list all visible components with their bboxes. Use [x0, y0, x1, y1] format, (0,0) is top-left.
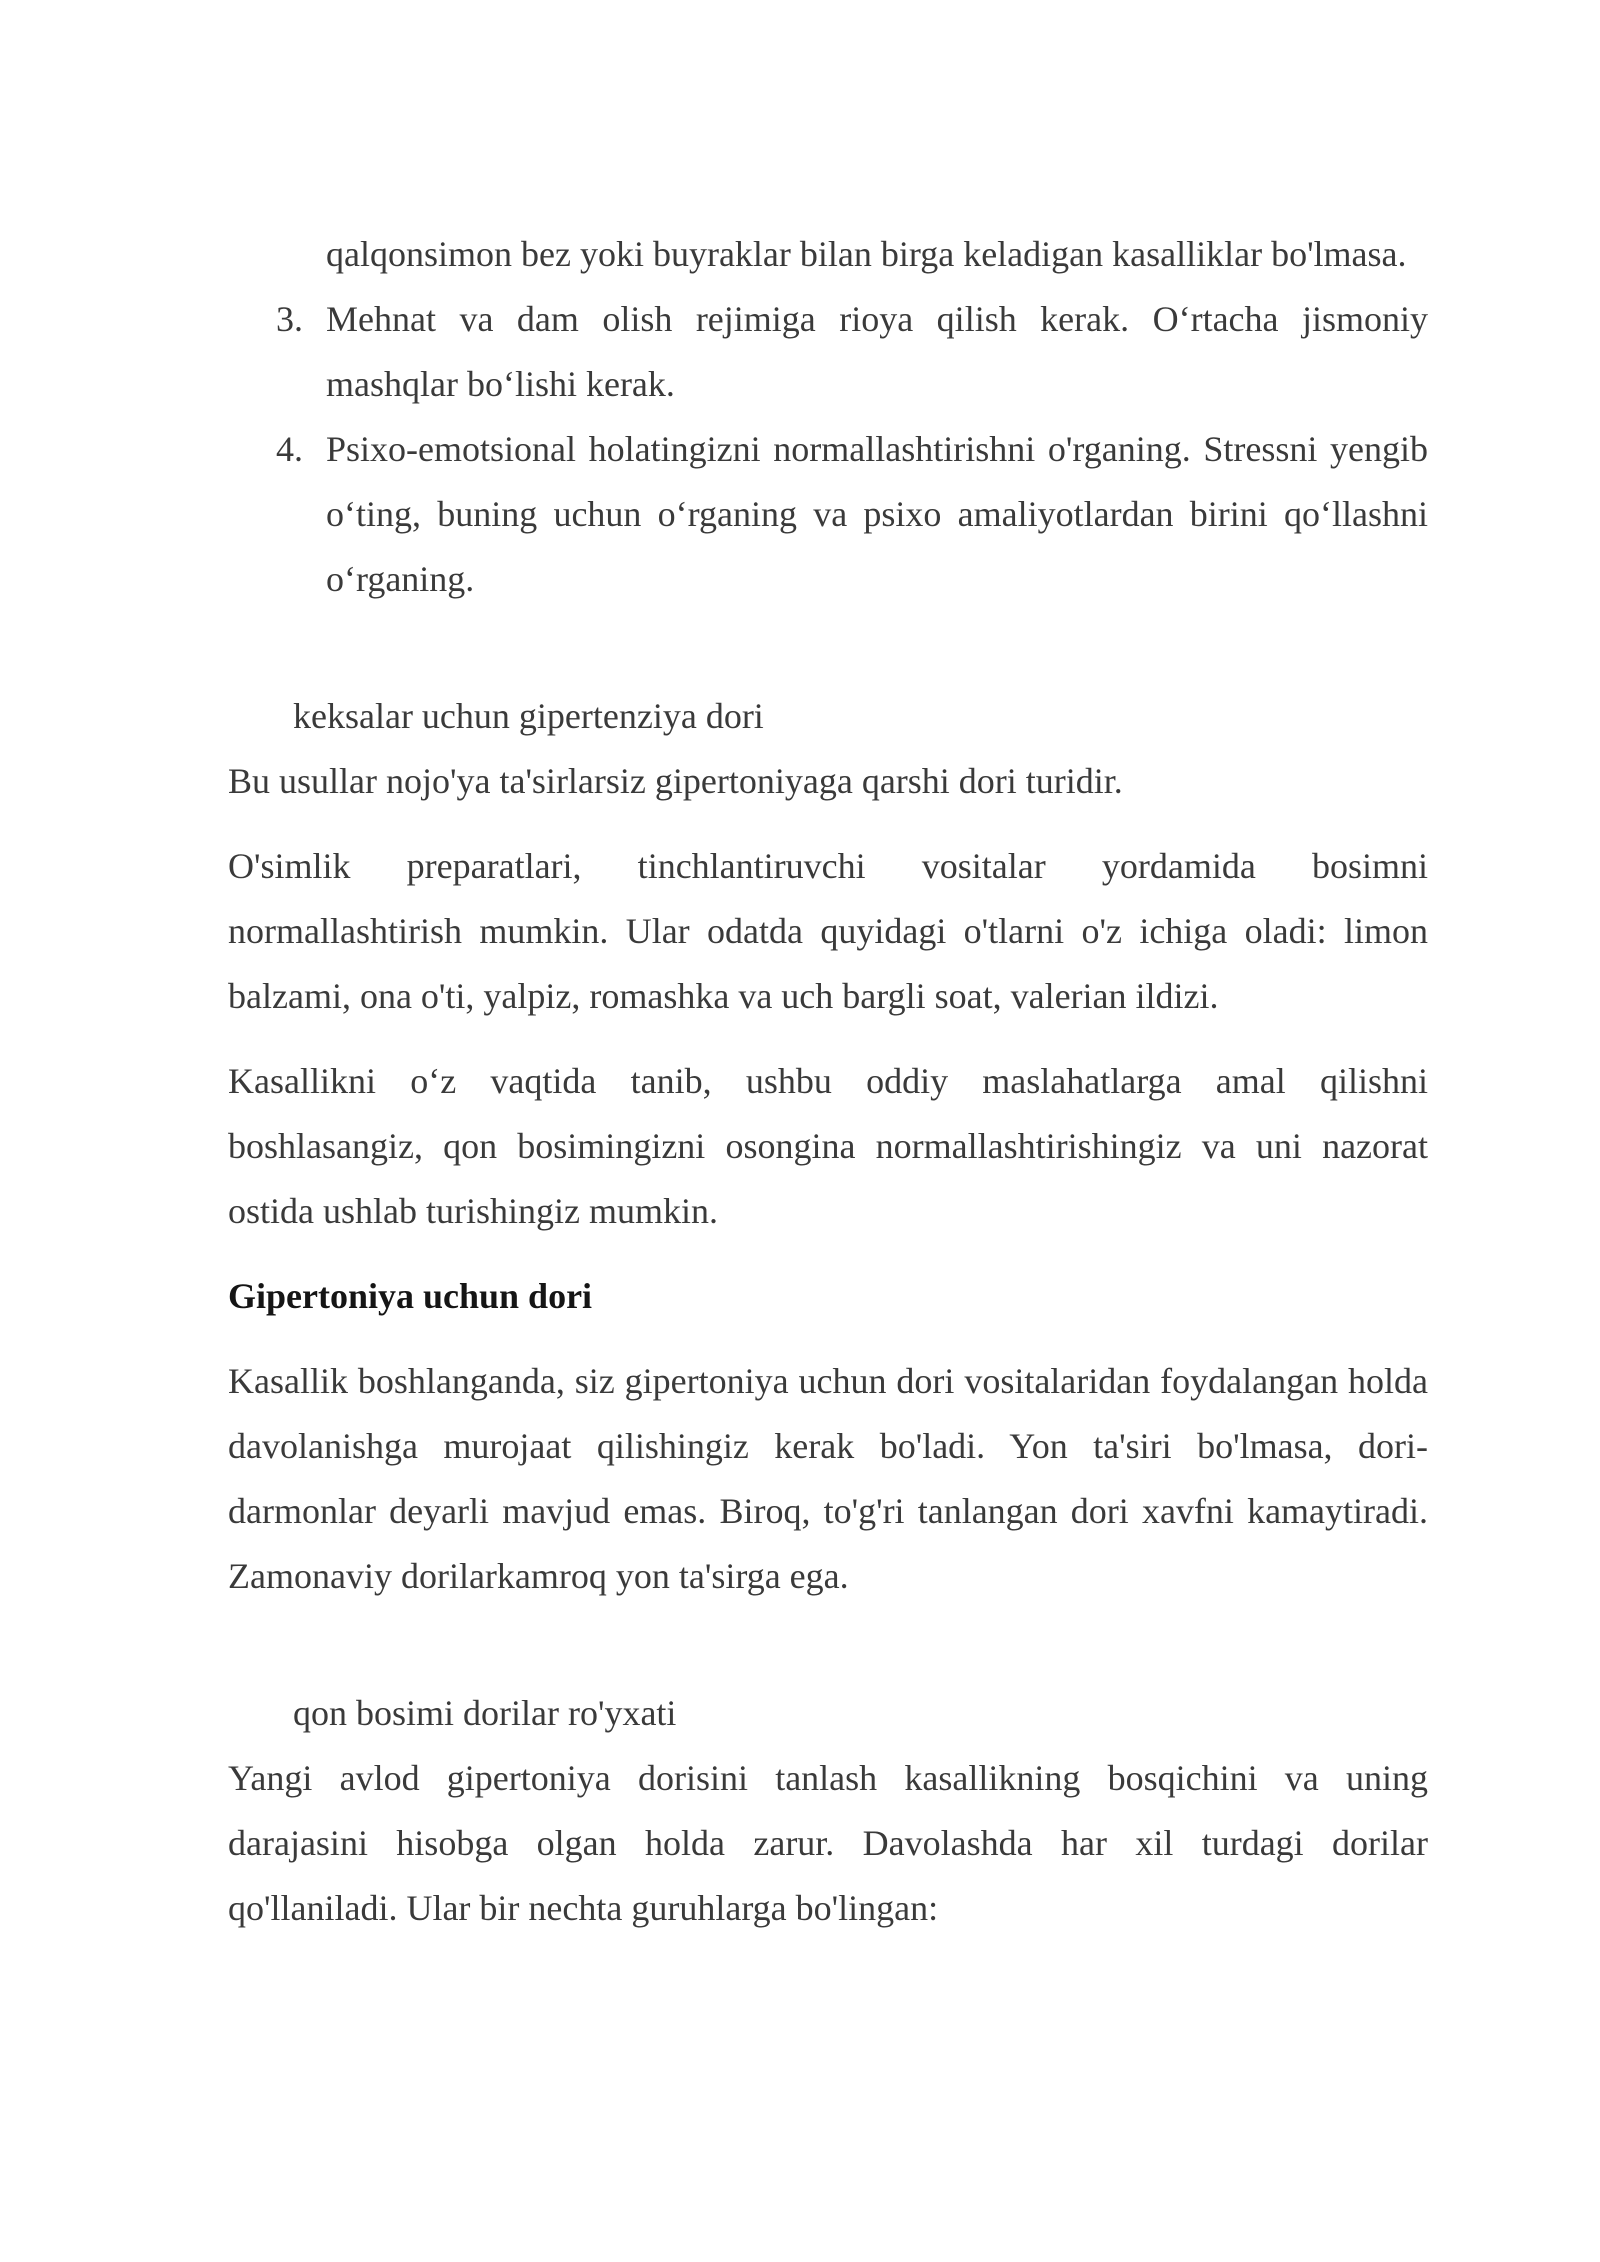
paragraph: O'simlik preparatlari, tinchlantiruvchi vositalar yordamida bosimni normallashtirish mumkin. Ular odatda quyidagi o'tlarni o'z ichiga oladi: limon balzami, ona o'ti, yalpiz, romashka va uch bargli soat, valerian ildizi.: [228, 846, 1428, 1016]
list-number: 3.: [276, 299, 303, 339]
document-body: [228, 222, 1428, 1941]
list-item-text: Psixo-emotsional holatingizni normallashtirishni o'rganing. Stressni yengib o‘ting, buning uchun o‘rganing va psixo amaliyotlardan birini qo‘llashni o‘rganing.: [326, 429, 1428, 599]
list-item-4: [276, 417, 1428, 612]
paragraph: Kasallikni o‘z vaqtida tanib, ushbu oddiy maslahatlarga amal qilishni boshlasangiz, qon bosimingizni osongina normallashtirishingiz va uni nazorat ostida ushlab turishingiz mumkin.: [228, 1061, 1428, 1231]
paragraph: Bu usullar nojo'ya ta'sirlarsiz gipertoniyaga qarshi dori turidir.: [228, 761, 1123, 801]
section-heading: Gipertoniya uchun dori: [228, 1276, 593, 1316]
list-item-continuation: qalqonsimon bez yoki buyraklar bilan birga keladigan kasalliklar bo'lmasa.: [326, 234, 1407, 274]
subheading-drug-list: qon bosimi dorilar ro'yxati: [293, 1693, 677, 1733]
subheading-elderly-medicine: keksalar uchun gipertenziya dori: [293, 696, 764, 736]
list-item-3: [276, 287, 1428, 417]
list-number: 4.: [276, 429, 303, 469]
paragraph: Kasallik boshlanganda, siz gipertoniya uchun dori vositalaridan foydalangan holda davolanishga murojaat qilishingiz kerak bo'ladi. Yon ta'siri bo'lmasa, dori-darmonlar deyarli mavjud emas. Biroq, to'g'ri tanlangan dori xavfni kamaytiradi. Zamonaviy dorilarkamroq yon ta'sirga ega.: [228, 1361, 1428, 1596]
paragraph: Yangi avlod gipertoniya dorisini tanlash kasallikning bosqichini va uning darajasini hisobga olgan holda zarur. Davolashda har xil turdagi dorilar qo'llaniladi. Ular bir nechta guruhlarga bo'lingan:: [228, 1758, 1428, 1928]
list-item-text: Mehnat va dam olish rejimiga rioya qilish kerak. O‘rtacha jismoniy mashqlar bo‘lishi kerak.: [326, 299, 1428, 404]
